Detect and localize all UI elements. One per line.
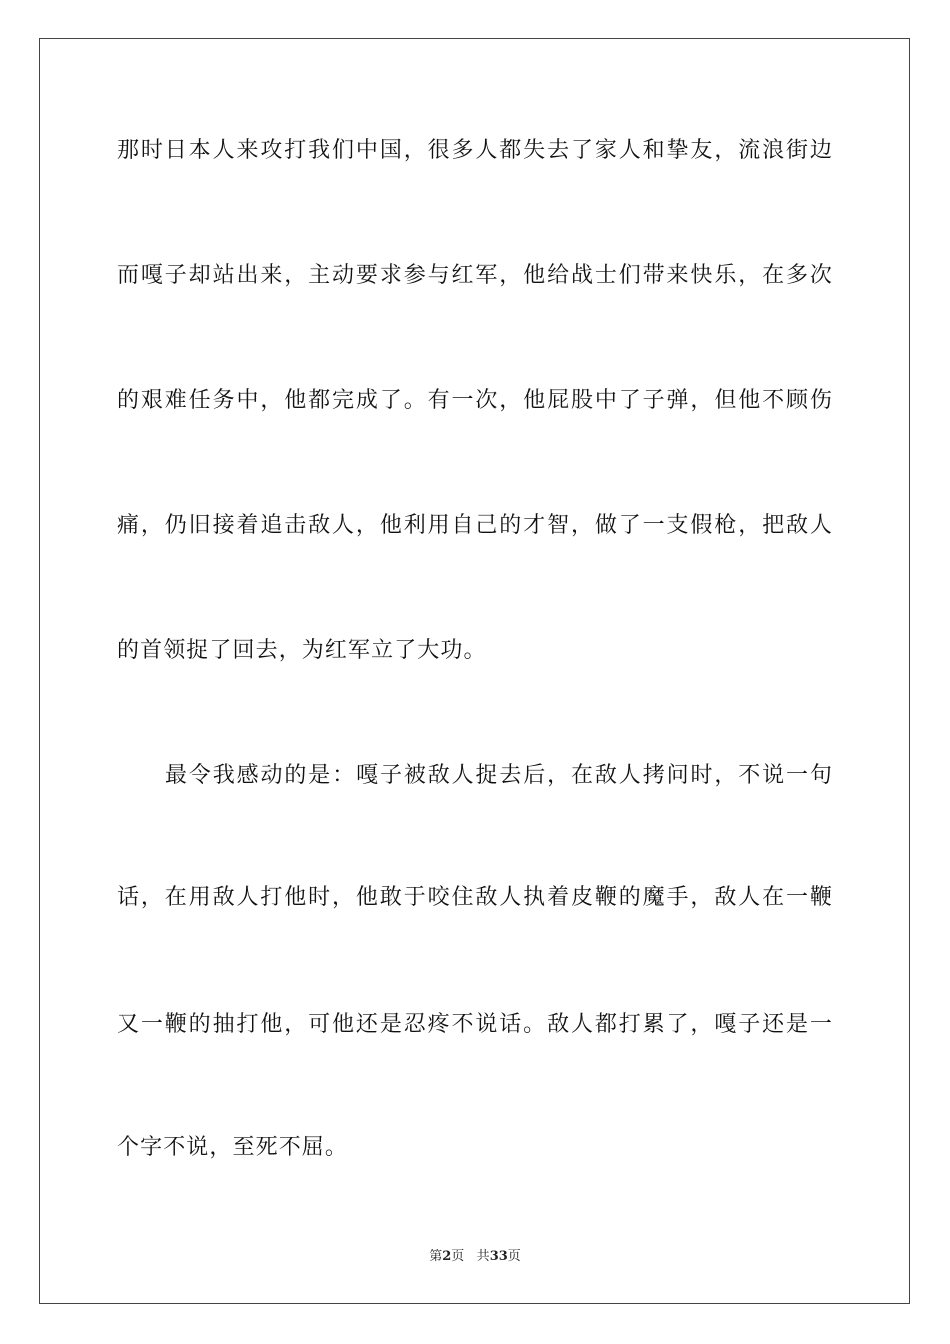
page-footer [0,1248,950,1266]
text-line: 的首领捉了回去，为红军立了大功。 [117,638,487,663]
text-line: 痛，仍旧接着追击敌人，他利用自己的才智，做了一支假枪，把敌人 [117,513,833,538]
page-prefix: 第 [429,1249,443,1264]
text-line: 那时日本人来攻打我们中国，很多人都失去了家人和挚友，流浪街边 [117,138,833,163]
total-suffix: 页 [507,1249,521,1264]
total-prefix: 共 [476,1249,490,1264]
page-frame [39,38,910,1304]
text-line: 的艰难任务中，他都完成了。有一次，他屁股中了子弹，但他不顾伤 [117,388,833,413]
page-suffix: 页 [451,1249,465,1264]
text-line: 话，在用敌人打他时，他敢于咬住敌人执着皮鞭的魔手，敌人在一鞭 [117,885,833,910]
text-line: 而嘎子却站出来，主动要求参与红军，他给战士们带来快乐，在多次 [117,263,833,288]
total-pages: 33 [489,1249,508,1264]
page-number: 2 [442,1249,452,1264]
text-line: 最令我感动的是：嘎子被敌人捉去后，在敌人拷问时，不说一句 [165,763,833,788]
text-line: 又一鞭的抽打他，可他还是忍疼不说话。敌人都打累了，嘎子还是一 [117,1012,833,1037]
text-line: 个字不说，至死不屈。 [117,1135,349,1160]
